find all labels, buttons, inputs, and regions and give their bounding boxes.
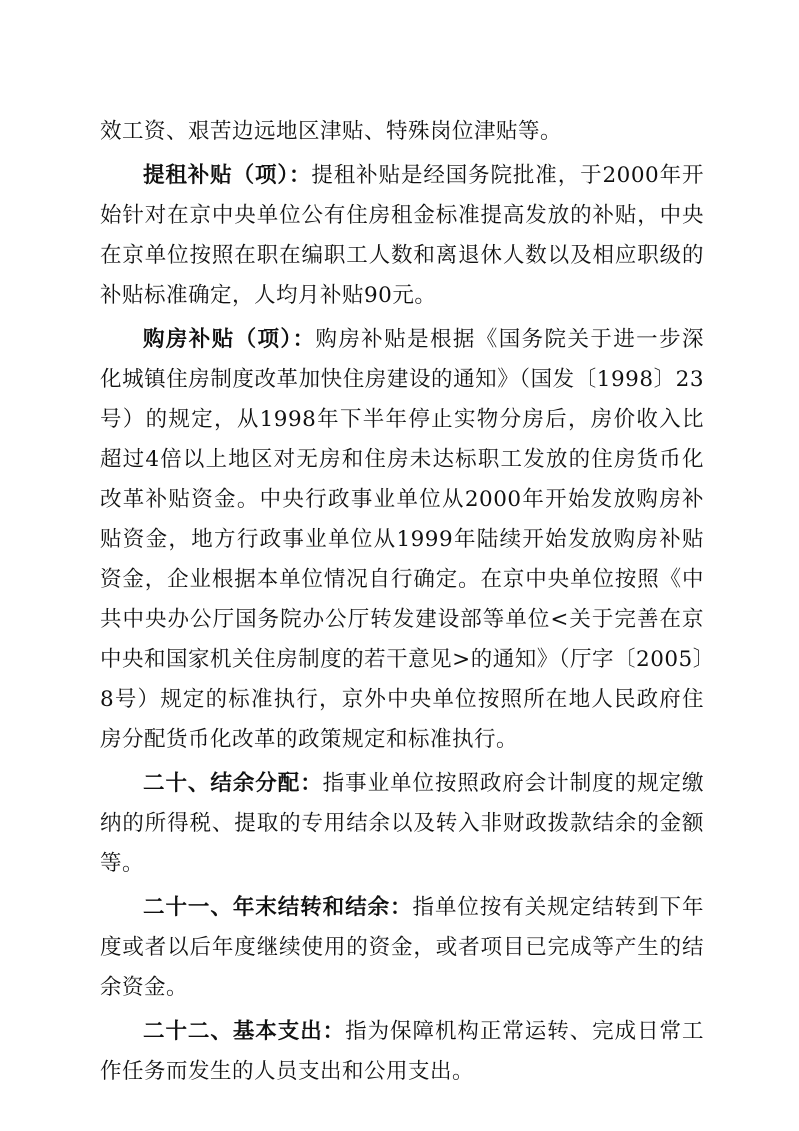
term-heading: 提租补贴（项）： xyxy=(143,163,312,188)
paragraph-text: 提租补贴是经国务院批准，于2000年开始针对在京中央单位公有住房租金标准提高发放的补贴，中央在京单位按照在职在编职工人数和离退休人数以及相应职级的补贴标准确定，人均月补贴90元。 xyxy=(100,163,704,308)
term-heading: 二十二、基本支出： xyxy=(143,1019,346,1044)
term-heading: 二十、结余分配： xyxy=(143,771,323,796)
paragraph-text: 指单位按有关规定结转到下年度或者以后年度继续使用的资金，或者项目已完成等产生的结余资金。 xyxy=(100,895,704,1000)
paragraph-basic-expenditure xyxy=(100,1012,704,1092)
paragraph-surplus-distribution xyxy=(100,764,704,884)
paragraph-text: 效工资、艰苦边远地区津贴、特殊岗位津贴等。 xyxy=(100,119,563,144)
document-page xyxy=(100,112,704,1096)
paragraph-rent-subsidy xyxy=(100,156,704,316)
paragraph-text: 指为保障机构正常运转、完成日常工作任务而发生的人员支出和公用支出。 xyxy=(100,1019,704,1084)
term-heading: 购房补贴（项）： xyxy=(143,327,316,352)
term-heading: 二十一、年末结转和结余： xyxy=(143,895,413,920)
paragraph-text: 指事业单位按照政府会计制度的规定缴纳的所得税、提取的专用结余以及转入非财政拨款结余的金额等。 xyxy=(100,771,704,876)
paragraph-year-end-carryover xyxy=(100,888,704,1008)
paragraph-housing-subsidy xyxy=(100,320,704,760)
paragraph-continuation xyxy=(100,112,704,152)
paragraph-text: 购房补贴是根据《国务院关于进一步深化城镇住房制度改革加快住房建设的通知》（国发〔1998〕23号）的规定，从1998年下半年停止实物分房后，房价收入比超过4倍以上地区对无房和住房未达标职工发放的住房货币化改革补贴资金。中央行政事业单位从2000年开始发放购房补贴资金，地方行政事业单位从1999年陆续开始发放购房补贴资金，企业根据本单位情况自行确定。在京中央单位按照《中共中央办公厅国务院办公厅转发建设部等单位<关于完善在京中央和国家机关住房制度的若干意见>的通知》（厅字〔2005〕8号）规定的标准执行，京外中央单位按照所在地人民政府住房分配货币化改革的政策规定和标准执行。 xyxy=(100,327,704,752)
